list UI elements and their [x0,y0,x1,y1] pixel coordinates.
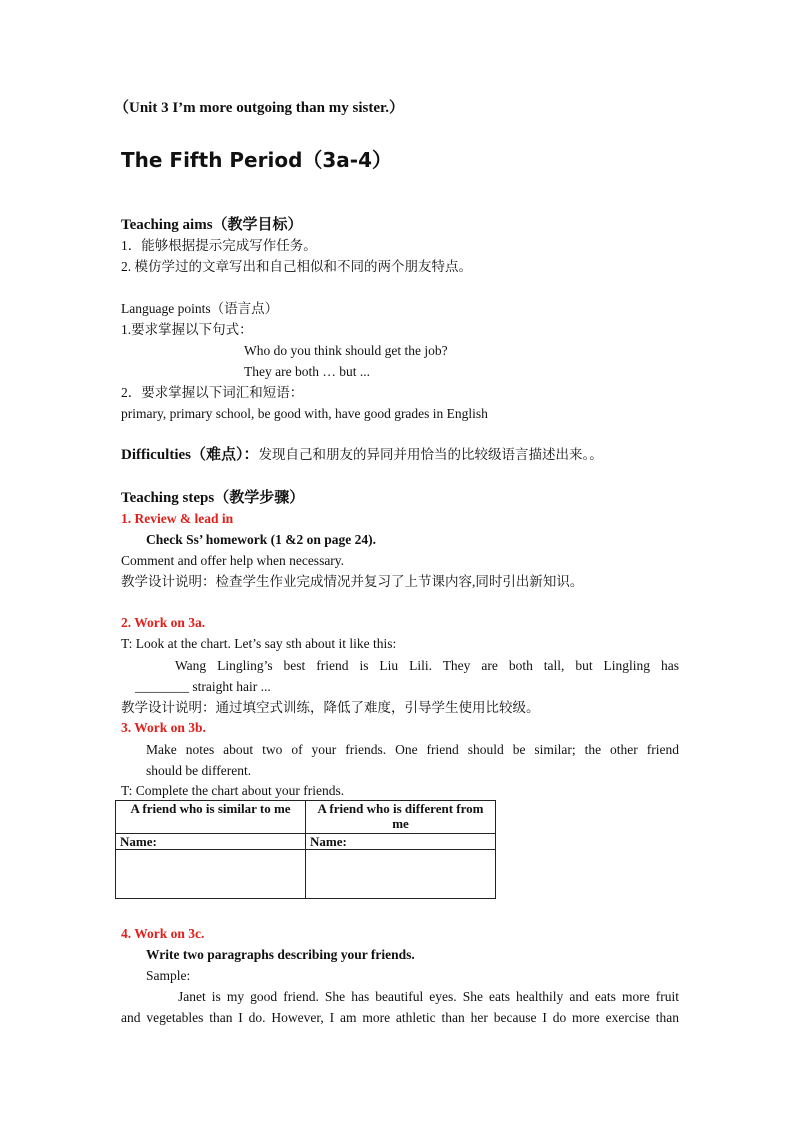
step2-title: 2. Work on 3a. [121,615,206,630]
period-title: The Fifth Period（3a-4） [121,148,393,172]
table-name-row [116,834,496,850]
step2-example-1: Wang Lingling’s best friend is Liu Lili. They are both tall, but Lingling has [175,658,679,673]
step2-t-line: T: Look at the chart. Let’s say sth about it like this: [121,636,397,651]
table-blank-row [116,850,496,899]
step3-instruction-2: should be different. [146,763,252,778]
col-different-header: A friend who is different from me [306,801,496,834]
vocab-list: primary, primary school, be good with, have good grades in English [121,406,488,421]
blank-cell-similar [116,850,306,899]
sentence-pattern-2: They are both … but ... [244,364,370,379]
name-label-similar: Name: [116,834,306,850]
step4-task: Write two paragraphs describing your friends. [146,947,415,962]
language-points-heading: Language points（语言点） [121,301,279,316]
step4-title: 4. Work on 3c. [121,926,205,941]
aims-heading: Teaching aims（教学目标） [121,217,303,233]
step1-task: Check Ss’ homework (1 &2 on page 24). [146,532,376,547]
name-label-different: Name: [306,834,496,850]
step3-instruction-1: Make notes about two of your friends. One friend should be similar; the other friend [146,742,679,757]
difficulties-text: 发现自己和朋友的异同并用恰当的比较级语言描述出来。。 [258,447,603,462]
step2-design: 教学设计说明：通过填空式训练，降低了难度，引导学生使用比较级。 [121,700,540,715]
steps-heading: Teaching steps（教学步骤） [121,490,305,506]
step1-note: Comment and offer help when necessary. [121,553,345,568]
language-points-sub1: 1.要求掌握以下句式： [121,322,253,337]
step1-design: 教学设计说明：检查学生作业完成情况并复习了上节课内容,同时引出新知识。 [121,574,584,589]
sample-label: Sample: [146,968,191,983]
aims-item-2: 2. 模仿学过的文章写出和自己相似和不同的两个朋友特点。 [121,259,472,274]
table-header-row [116,801,496,834]
step2-example-2: ________ straight hair ... [135,679,271,694]
unit-title: （Unit 3 I’m more outgoing than my sister.） [114,100,405,116]
step3-title: 3. Work on 3b. [121,720,206,735]
sample-line-1: Janet is my good friend. She has beautiful eyes. She eats healthily and eats more fruit [178,989,679,1004]
difficulties [121,446,603,464]
step1-title: 1. Review & lead in [121,511,234,526]
sample-line-2: and vegetables than I do. However, I am more athletic than her because I do more exercise than [121,1010,679,1025]
sentence-pattern-1: Who do you think should get the job? [244,343,448,358]
col-similar-header: A friend who is similar to me [116,801,306,834]
friends-chart-table [115,800,496,899]
step3-t-line: T: Complete the chart about your friends. [121,783,345,798]
language-points-sub2: 2．要求掌握以下词汇和短语： [121,385,304,400]
aims-item-1: 1．能够根据提示完成写作任务。 [121,238,317,253]
difficulties-label: Difficulties（难点）： [121,447,259,463]
blank-cell-different [306,850,496,899]
